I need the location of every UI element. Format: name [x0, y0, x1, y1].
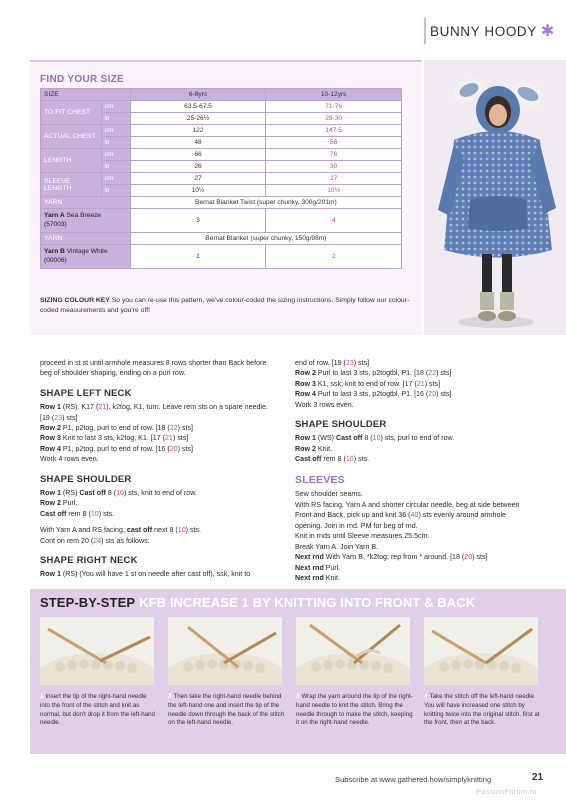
pattern-title-bar	[424, 18, 566, 44]
step-photo-2	[168, 617, 282, 685]
unit-in: in	[101, 161, 130, 173]
model-photo	[424, 60, 566, 335]
instruction-row: Row 1 (RS) (You will have 1 st on needle after cast off), ssk, knit to	[40, 570, 251, 579]
instruction-row: Row 1 (RS) Cast off 8 (10) sts, knit to end of row.	[40, 488, 197, 497]
unit-in: in	[101, 185, 130, 197]
step-by-step-label: STEP-BY-STEP	[40, 595, 136, 610]
instruction-row: Row 2 P1, p2tog, purl to end of row. [18 (22) sts]	[40, 423, 193, 432]
instruction-row: Row 4 Purl to last 3 sts, p2togtbl, P1. [16 (20) sts]	[295, 390, 452, 399]
value-b: 58	[266, 137, 402, 149]
unit-cm: cm	[101, 173, 130, 185]
step-caption-3: 3 Wrap the yarn around the tip of the right-hand needle to knit the stitch. Bring the needle through to make the stitch, keeping it on the right-hand needle.	[296, 693, 413, 727]
yarn-b-label	[41, 245, 131, 269]
instruction-row: Cast off rem 8 (10) sts.	[40, 509, 115, 518]
sizing-colour-key	[40, 296, 410, 316]
instruction-row: Row 2 Knit.	[295, 444, 333, 453]
value-b: 10½	[266, 185, 402, 197]
step-photo-4	[424, 617, 538, 685]
step-by-step-title	[40, 595, 475, 610]
yarn-b-name: Yarn B	[44, 248, 65, 256]
value-b: 76	[266, 149, 402, 161]
yarn-b-qty-b: 2	[266, 245, 402, 269]
instruction-row: Next rnd With Yarn B, *k2tog; rep from * around. [18 (20) sts]	[295, 553, 488, 562]
yarn-a-label	[41, 209, 131, 233]
instruction-row: Break Yarn A. Join Yarn B.	[295, 542, 379, 551]
shape-left-neck-heading: SHAPE LEFT NECK	[40, 387, 132, 399]
instruction-row: Row 1 (WS) Cast off 8 (10) sts, purl to end of row.	[295, 434, 455, 443]
pattern-title: BUNNY HOODY	[430, 23, 537, 39]
yarn-b-code: (00006)	[44, 256, 67, 264]
yarn-row	[41, 197, 402, 209]
shape-shoulder-heading: SHAPE SHOULDER	[295, 419, 387, 431]
instructions-right-column	[295, 358, 535, 584]
instruction-row: Cont on rem 20 (24) sts as follows:	[40, 536, 150, 545]
row-label: SLEEVE LENGTH	[41, 173, 102, 197]
yarn-b-row	[41, 245, 402, 269]
value-b: 147.5	[266, 125, 402, 137]
value-a: 122	[130, 125, 266, 137]
step-photo-3	[296, 617, 410, 685]
value-b: 30	[266, 161, 402, 173]
table-row	[41, 173, 402, 185]
step-caption-1: 1 Insert the tip of the right-hand needle into the front of the stitch and knit as normal, but don't drop it from the left-hand needle.	[40, 693, 156, 727]
yarn-a-shade: Sea Breeze	[66, 212, 101, 220]
value-b: 71-76	[266, 101, 402, 113]
step-caption-2: 2 Then take the right-hand needle behind the left-hand one and insert the tip of the needle down through the back of the stitch on the left-hand needle.	[168, 693, 285, 727]
page-number: 21	[532, 772, 544, 783]
value-a: 10½	[130, 185, 266, 197]
size-panel	[30, 60, 422, 335]
yarn-label: YARN	[41, 233, 131, 245]
instruction-row: end of row. [19 (23) sts]	[295, 359, 370, 367]
unit-in: in	[101, 137, 130, 149]
row-label: LENGTH	[41, 149, 102, 173]
yarn-a-code: (57003)	[44, 220, 67, 228]
instruction-row: Cast off rem 8 (10) sts.	[295, 455, 370, 464]
watermark: PassionForum.ru	[476, 787, 537, 796]
instructions-left-column	[40, 358, 276, 580]
instruction-row: Knit in rnds until Sleeve measures 25.5cm.	[295, 532, 430, 541]
unit-cm: cm	[101, 101, 130, 113]
table-row	[41, 101, 402, 113]
yarn-a-name: Yarn A	[44, 212, 65, 220]
size-label: SIZE	[41, 89, 131, 101]
value-a: 66	[130, 149, 266, 161]
instruction-row: With RS facing, Yarn A and shorter circular needle, beg at side between Front and Back, pick up and knit 36 (40) sts evenly around armhole opening. Join in rnd. PM for beg of rnd.	[295, 500, 520, 530]
size-a: 6-8yrs	[130, 89, 266, 101]
instruction-row: Row 2 Purl to last 3 sts, p2togtbl, P1. [18 (22) sts]	[295, 369, 452, 378]
instruction-row: Row 2 Purl.	[40, 499, 78, 508]
table-row	[41, 149, 402, 161]
instruction-row: Next rnd Knit.	[295, 574, 340, 583]
value-a: 48	[130, 137, 266, 149]
unit-cm: cm	[101, 125, 130, 137]
size-table	[40, 88, 402, 269]
table-row	[41, 125, 402, 137]
instruction-row: Work 3 rows even.	[295, 400, 354, 409]
value-b: 28-30	[266, 113, 402, 125]
instruction-row: Row 1 (RS). K17 (21), k2tog, K1, turn. Leave rem sts on a spare needle. [19 (23) sts]	[40, 403, 268, 422]
step-by-step-band	[30, 589, 566, 754]
yarn-a-qty-b: 4	[266, 209, 402, 233]
bunny-hoody-illustration	[424, 60, 566, 335]
yarn-a-qty-a: 3	[130, 209, 266, 233]
row-label: TO FIT CHEST	[41, 101, 102, 125]
step-caption-4: 4 Take the stitch off the left-hand needle. You will have increased one stitch by knitting twice into the original stitch, first at the front, then at the back.	[424, 693, 540, 727]
yarn-desc: Bernat Blanket (super chunky, 150g/98m)	[130, 233, 401, 245]
value-a: 26	[130, 161, 266, 173]
instruction-row: Next rnd Purl.	[295, 563, 341, 572]
unit-in: in	[101, 113, 130, 125]
key-title: SIZING COLOUR KEY	[40, 297, 110, 304]
yarn-label: YARN	[41, 197, 131, 209]
size-header-row	[41, 89, 402, 101]
key-text: So you can re-use this pattern, we've colour-coded the sizing instructions. Simply follow our colour-coded measurements and you're off!	[40, 297, 410, 315]
yarn-row	[41, 233, 402, 245]
value-a: 27	[130, 173, 266, 185]
yarn-a-row	[41, 209, 402, 233]
subscribe-link[interactable]: Subscribe at www.gathered.how/simplyknitting	[335, 775, 492, 784]
value-a: 25-26½	[130, 113, 266, 125]
yarn-b-qty-a: 1	[130, 245, 266, 269]
instruction-row: Row 4 P1, p2tog, purl to end of row. [16 (20) sts]	[40, 444, 193, 453]
instruction-row: Work 4 rows even.	[40, 455, 99, 464]
sleeves-heading: SLEEVES	[295, 473, 345, 486]
value-b: 27	[266, 173, 402, 185]
technique-title: KFB INCREASE 1 BY KNITTING INTO FRONT & BACK	[139, 595, 476, 610]
size-b: 10-12yrs	[266, 89, 402, 101]
yarn-desc: Bernat Blanket Twist (super chunky, 300g/201m)	[130, 197, 401, 209]
shape-right-neck-heading: SHAPE RIGHT NECK	[40, 555, 138, 567]
instruction-row: Row 3 K1, ssk, knit to end of row. [17 (21) sts]	[295, 379, 441, 388]
unit-cm: cm	[101, 149, 130, 161]
shape-shoulder-heading: SHAPE SHOULDER	[40, 473, 132, 485]
instruction-row: Sew shoulder seams.	[295, 490, 363, 499]
step-photo-1	[40, 617, 154, 685]
value-a: 63.5-67.5	[130, 101, 266, 113]
yarn-b-shade: Vintage White	[66, 248, 108, 256]
instruction-row: With Yarn A and RS facing, cast off next 8 (10) sts.	[40, 526, 202, 535]
intro-text: proceed in st st until armhole measures 8 rows shorter than Back before beg of shoulder shaping, ending on a purl row.	[40, 359, 267, 378]
star-icon: ✱	[540, 23, 555, 40]
instruction-row: Row 3 Knit to last 3 sts, k2tog, K1. [17 (21) sts]	[40, 434, 189, 443]
find-your-size-heading: FIND YOUR SIZE	[40, 74, 125, 85]
row-label: ACTUAL CHEST	[41, 125, 102, 149]
